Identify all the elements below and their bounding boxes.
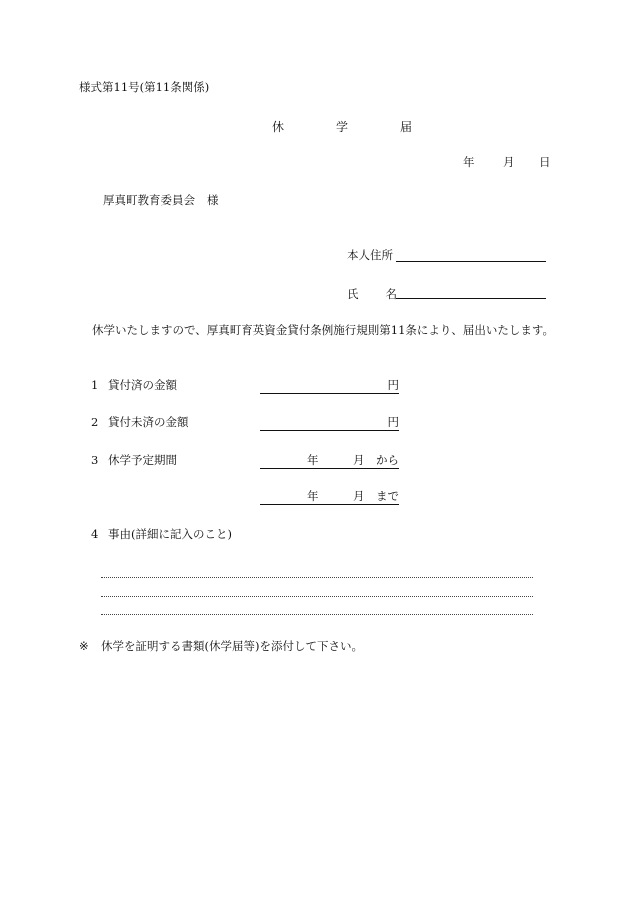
recipient [103, 195, 219, 207]
period-to-suffix: まで [376, 489, 399, 503]
item-loaned-amount [91, 380, 177, 392]
name-label-second: 名 [385, 287, 397, 301]
item-label: 貸付済の金額 [108, 378, 177, 392]
period-from-field[interactable] [260, 455, 399, 469]
date-year-label: 年 [463, 155, 475, 169]
item-number: 4 [91, 527, 99, 541]
item-number: 3 [91, 453, 99, 467]
reason-line-3[interactable] [101, 614, 533, 615]
name-label [347, 289, 397, 301]
form-number: 様式第11号(第11条関係) [79, 80, 210, 94]
period-from-year: 年 [307, 453, 319, 467]
period-from-month: 月 [353, 453, 365, 467]
address-field[interactable] [396, 261, 546, 262]
yen-unit: 円 [387, 378, 399, 392]
item-label: 休学予定期間 [108, 453, 177, 467]
reason-line-2[interactable] [101, 596, 533, 597]
item-number: 2 [91, 415, 99, 429]
document-title: 休 学 届 [272, 120, 433, 134]
recipient-honorific: 様 [207, 193, 219, 207]
period-to-field[interactable] [260, 491, 399, 505]
loaned-amount-field[interactable] [260, 380, 399, 394]
name-label-first: 氏 [347, 287, 359, 301]
period-from-suffix: から [376, 453, 399, 467]
item-label: 貸付未済の金額 [108, 415, 189, 429]
declaration-text: 休学いたしますので、厚真町育英資金貸付条例施行規則第11条により、届出いたします。 [92, 323, 554, 337]
name-field[interactable] [396, 298, 546, 299]
date-month-label: 月 [503, 155, 515, 169]
unloaned-amount-field[interactable] [260, 417, 399, 431]
period-to-year: 年 [307, 489, 319, 503]
attachment-note [79, 641, 363, 653]
address-label: 本人住所 [347, 248, 393, 262]
item-leave-period [91, 455, 177, 467]
item-reason [91, 529, 232, 541]
date-line [463, 157, 551, 169]
date-day-label: 日 [539, 155, 551, 169]
item-label: 事由(詳細に記入のこと) [108, 527, 232, 541]
note-text: 休学を証明する書類(休学届等)を添付して下さい。 [101, 639, 363, 653]
yen-unit: 円 [387, 415, 399, 429]
period-to-month: 月 [353, 489, 365, 503]
item-number: 1 [91, 378, 99, 392]
item-unloaned-amount [91, 417, 189, 429]
reason-line-1[interactable] [101, 577, 533, 578]
recipient-name: 厚真町教育委員会 [103, 193, 195, 207]
note-mark: ※ [79, 639, 89, 653]
